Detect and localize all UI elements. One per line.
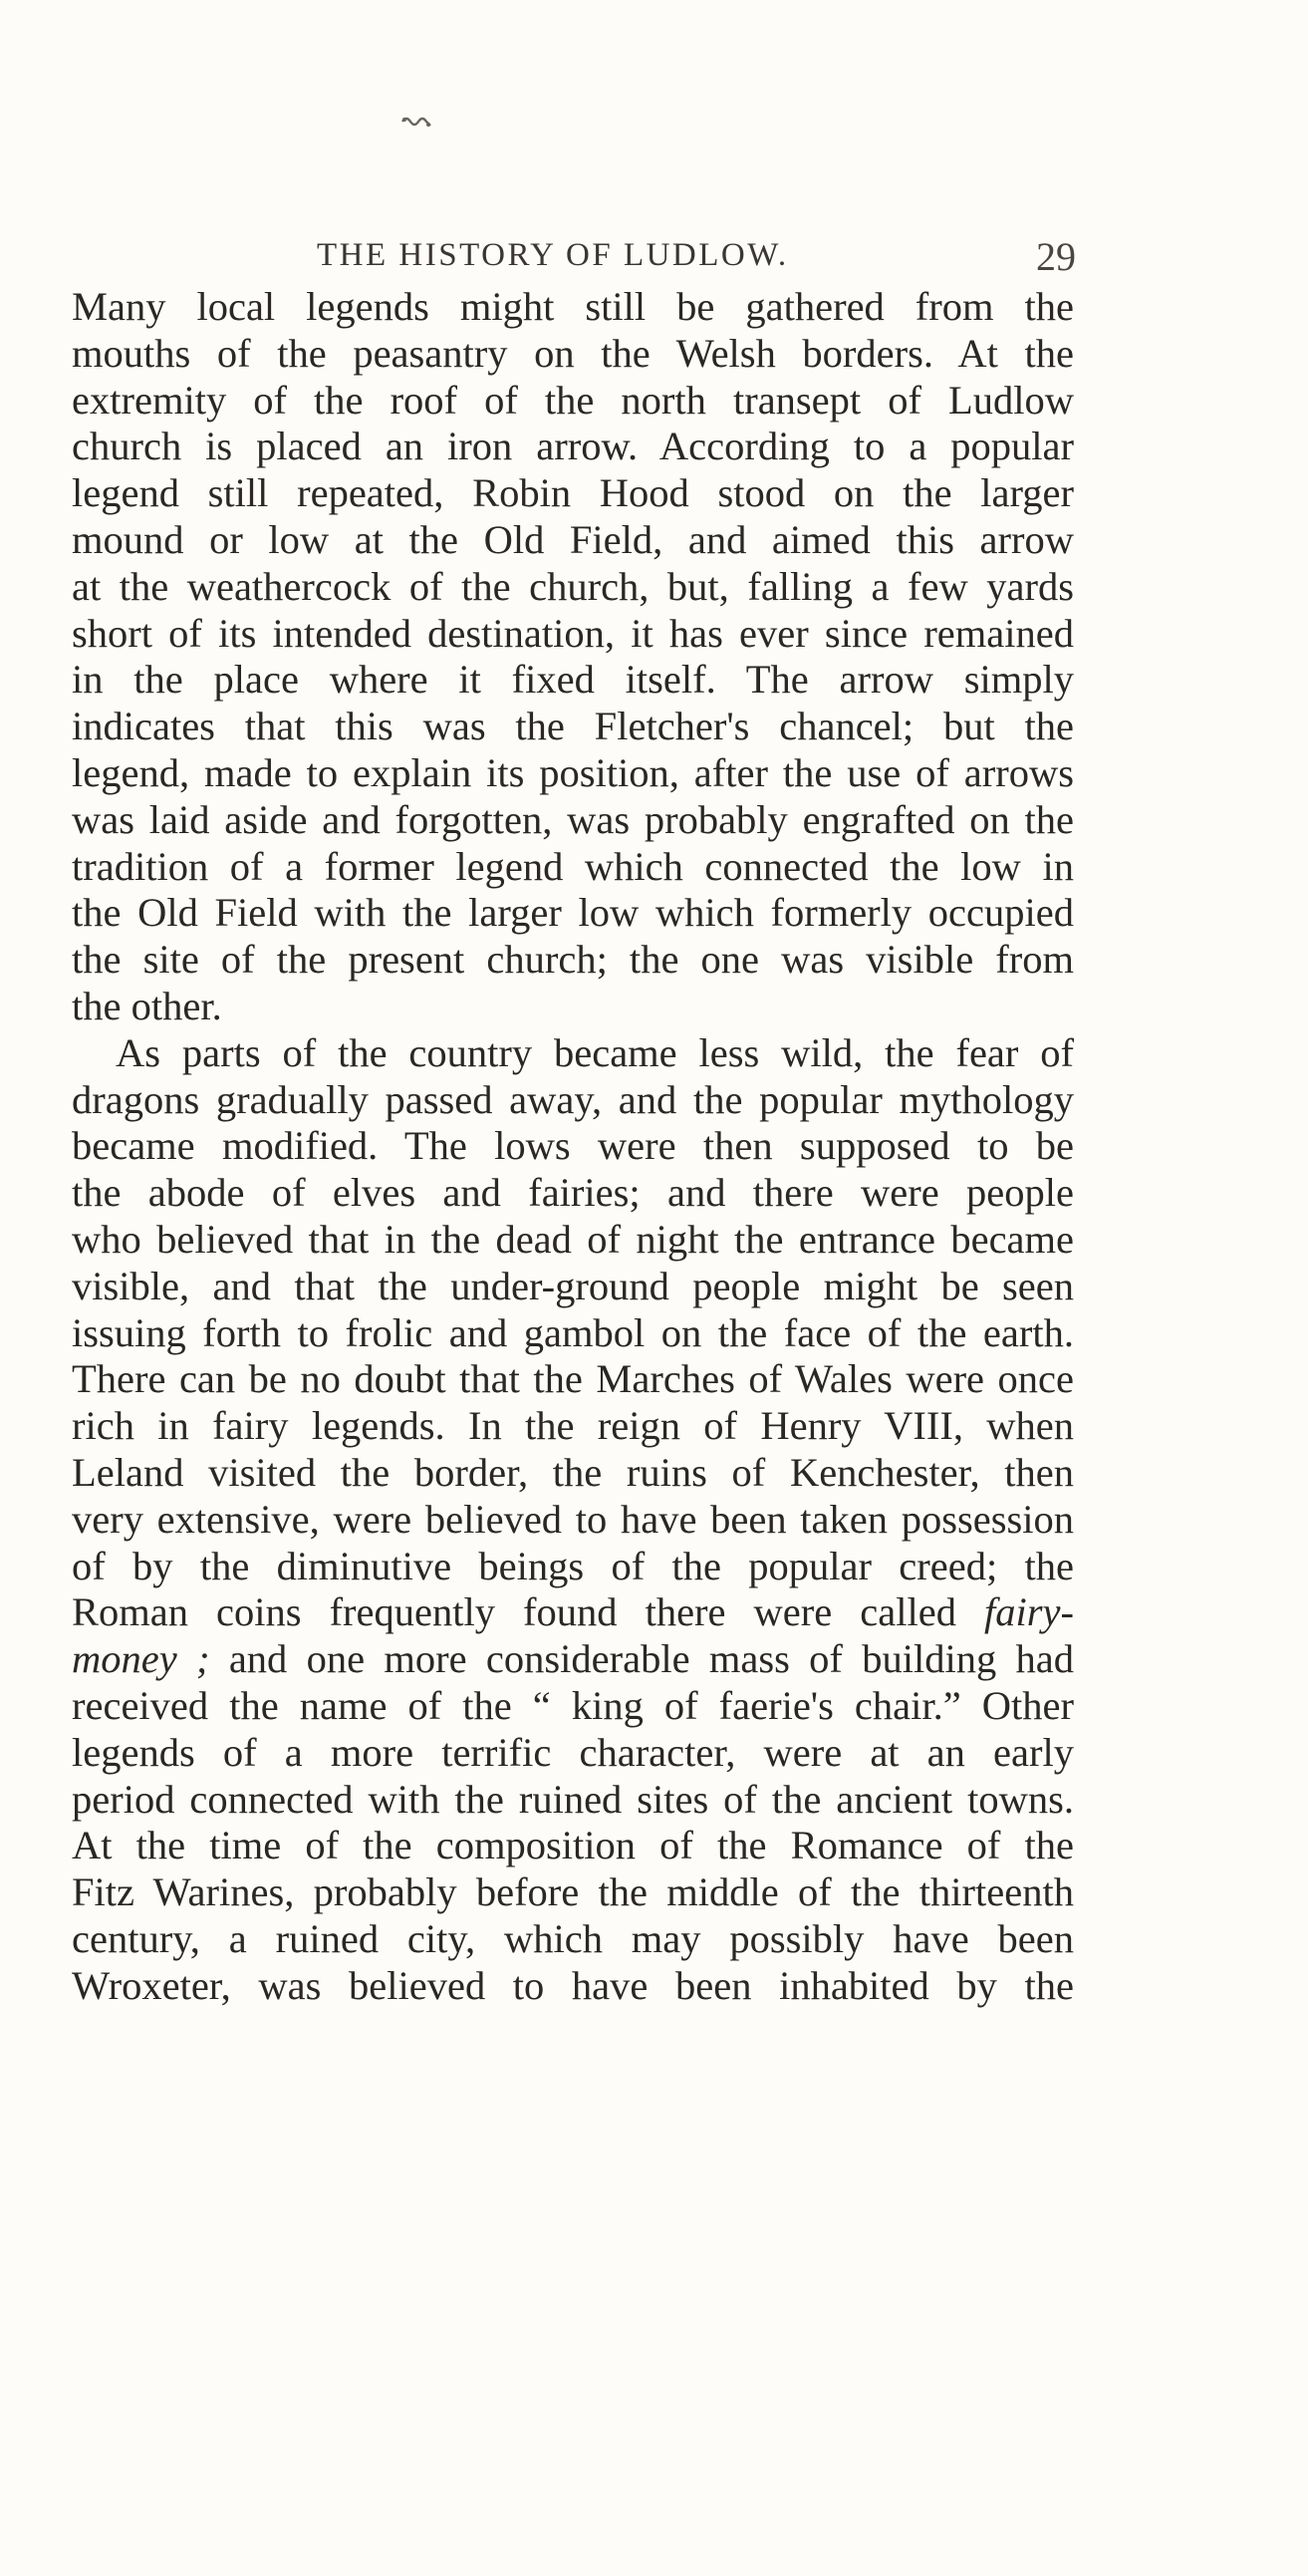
text-line: dragons gradually passed away, and the popular mythology: [72, 1076, 1074, 1122]
italic-term: fairy-: [984, 1589, 1074, 1635]
text-line: legend, made to explain its position, after the use of arrows: [72, 749, 1074, 795]
text-line: the other.: [72, 983, 222, 1028]
text-line: Wroxeter, was believed to have been inhabited by the: [72, 1962, 1074, 2008]
text-line: of by the diminutive beings of the popular creed; the: [72, 1543, 1074, 1588]
text-line: very extensive, were believed to have been taken possession: [72, 1496, 1074, 1542]
text-line: mound or low at the Old Field, and aimed this arrow: [72, 516, 1074, 562]
body-text: [72, 284, 1074, 2009]
text-line: Fitz Warines, probably before the middle of the thirteenth: [72, 1869, 1074, 1915]
text-line: At the time of the composition of the Romance of the: [72, 1823, 1074, 1868]
italic-term: money ;: [72, 1636, 210, 1682]
text-line: short of its intended destination, it has ever since remained: [72, 610, 1074, 656]
text-segment: and one more considerable mass of building had: [228, 1636, 1075, 1682]
text-line: in the place where it fixed itself. The arrow simply: [72, 657, 1074, 703]
text-line: extremity of the roof of the north transept of Ludlow: [72, 377, 1074, 423]
text-line: tradition of a former legend which connected the low in: [72, 843, 1074, 889]
paragraph-1: [72, 284, 1074, 1030]
text-line: Many local legends might still be gathered from the: [72, 284, 1074, 329]
text-segment: Roman coins frequently found there were called: [72, 1589, 956, 1635]
text-line-with-italic: [72, 1589, 1074, 1636]
printer-ornament-icon: [398, 108, 434, 138]
text-line: period connected with the ruined sites of the ancient towns.: [72, 1776, 1074, 1822]
text-line: visible, and that the under-ground people might be seen: [72, 1263, 1074, 1308]
text-line: century, a ruined city, which may possibly have been: [72, 1915, 1074, 1961]
text-line: mouths of the peasantry on the Welsh borders. At the: [72, 330, 1074, 376]
text-line: issuing forth to frolic and gambol on the face of the earth.: [72, 1309, 1074, 1355]
text-line: at the weathercock of the church, but, falling a few yards: [72, 563, 1074, 609]
text-line: was laid aside and forgotten, was probably engrafted on the: [72, 796, 1074, 842]
text-line: indicates that this was the Fletcher's chancel; but the: [72, 704, 1074, 749]
text-line: rich in fairy legends. In the reign of Henry VIII, when: [72, 1403, 1074, 1449]
text-line: legends of a more terrific character, were at an early: [72, 1729, 1074, 1775]
text-line: became modified. The lows were then supposed to be: [72, 1123, 1074, 1169]
text-line: who believed that in the dead of night the entrance became: [72, 1216, 1074, 1262]
text-line: legend still repeated, Robin Hood stood on the larger: [72, 470, 1074, 516]
text-line: received the name of the “ king of faerie's chair.” Other: [72, 1682, 1074, 1728]
running-head: [70, 234, 1076, 287]
text-line: the site of the present church; the one was visible from: [72, 937, 1074, 983]
text-line-with-italic: [72, 1636, 1074, 1683]
paragraph-2: [72, 1030, 1074, 2010]
text-line: church is placed an iron arrow. According to a popular: [72, 424, 1074, 469]
text-line: As parts of the country became less wild, the fear of: [116, 1029, 1074, 1075]
text-line: Leland visited the border, the ruins of Kenchester, then: [72, 1449, 1074, 1495]
text-line: the abode of elves and fairies; and there were people: [72, 1170, 1074, 1216]
page-number: 29: [1036, 234, 1076, 279]
text-line: There can be no doubt that the Marches of Wales were once: [72, 1356, 1074, 1402]
running-title: THE HISTORY OF LUDLOW.: [317, 237, 789, 273]
text-line: the Old Field with the larger low which formerly occupied: [72, 890, 1074, 936]
